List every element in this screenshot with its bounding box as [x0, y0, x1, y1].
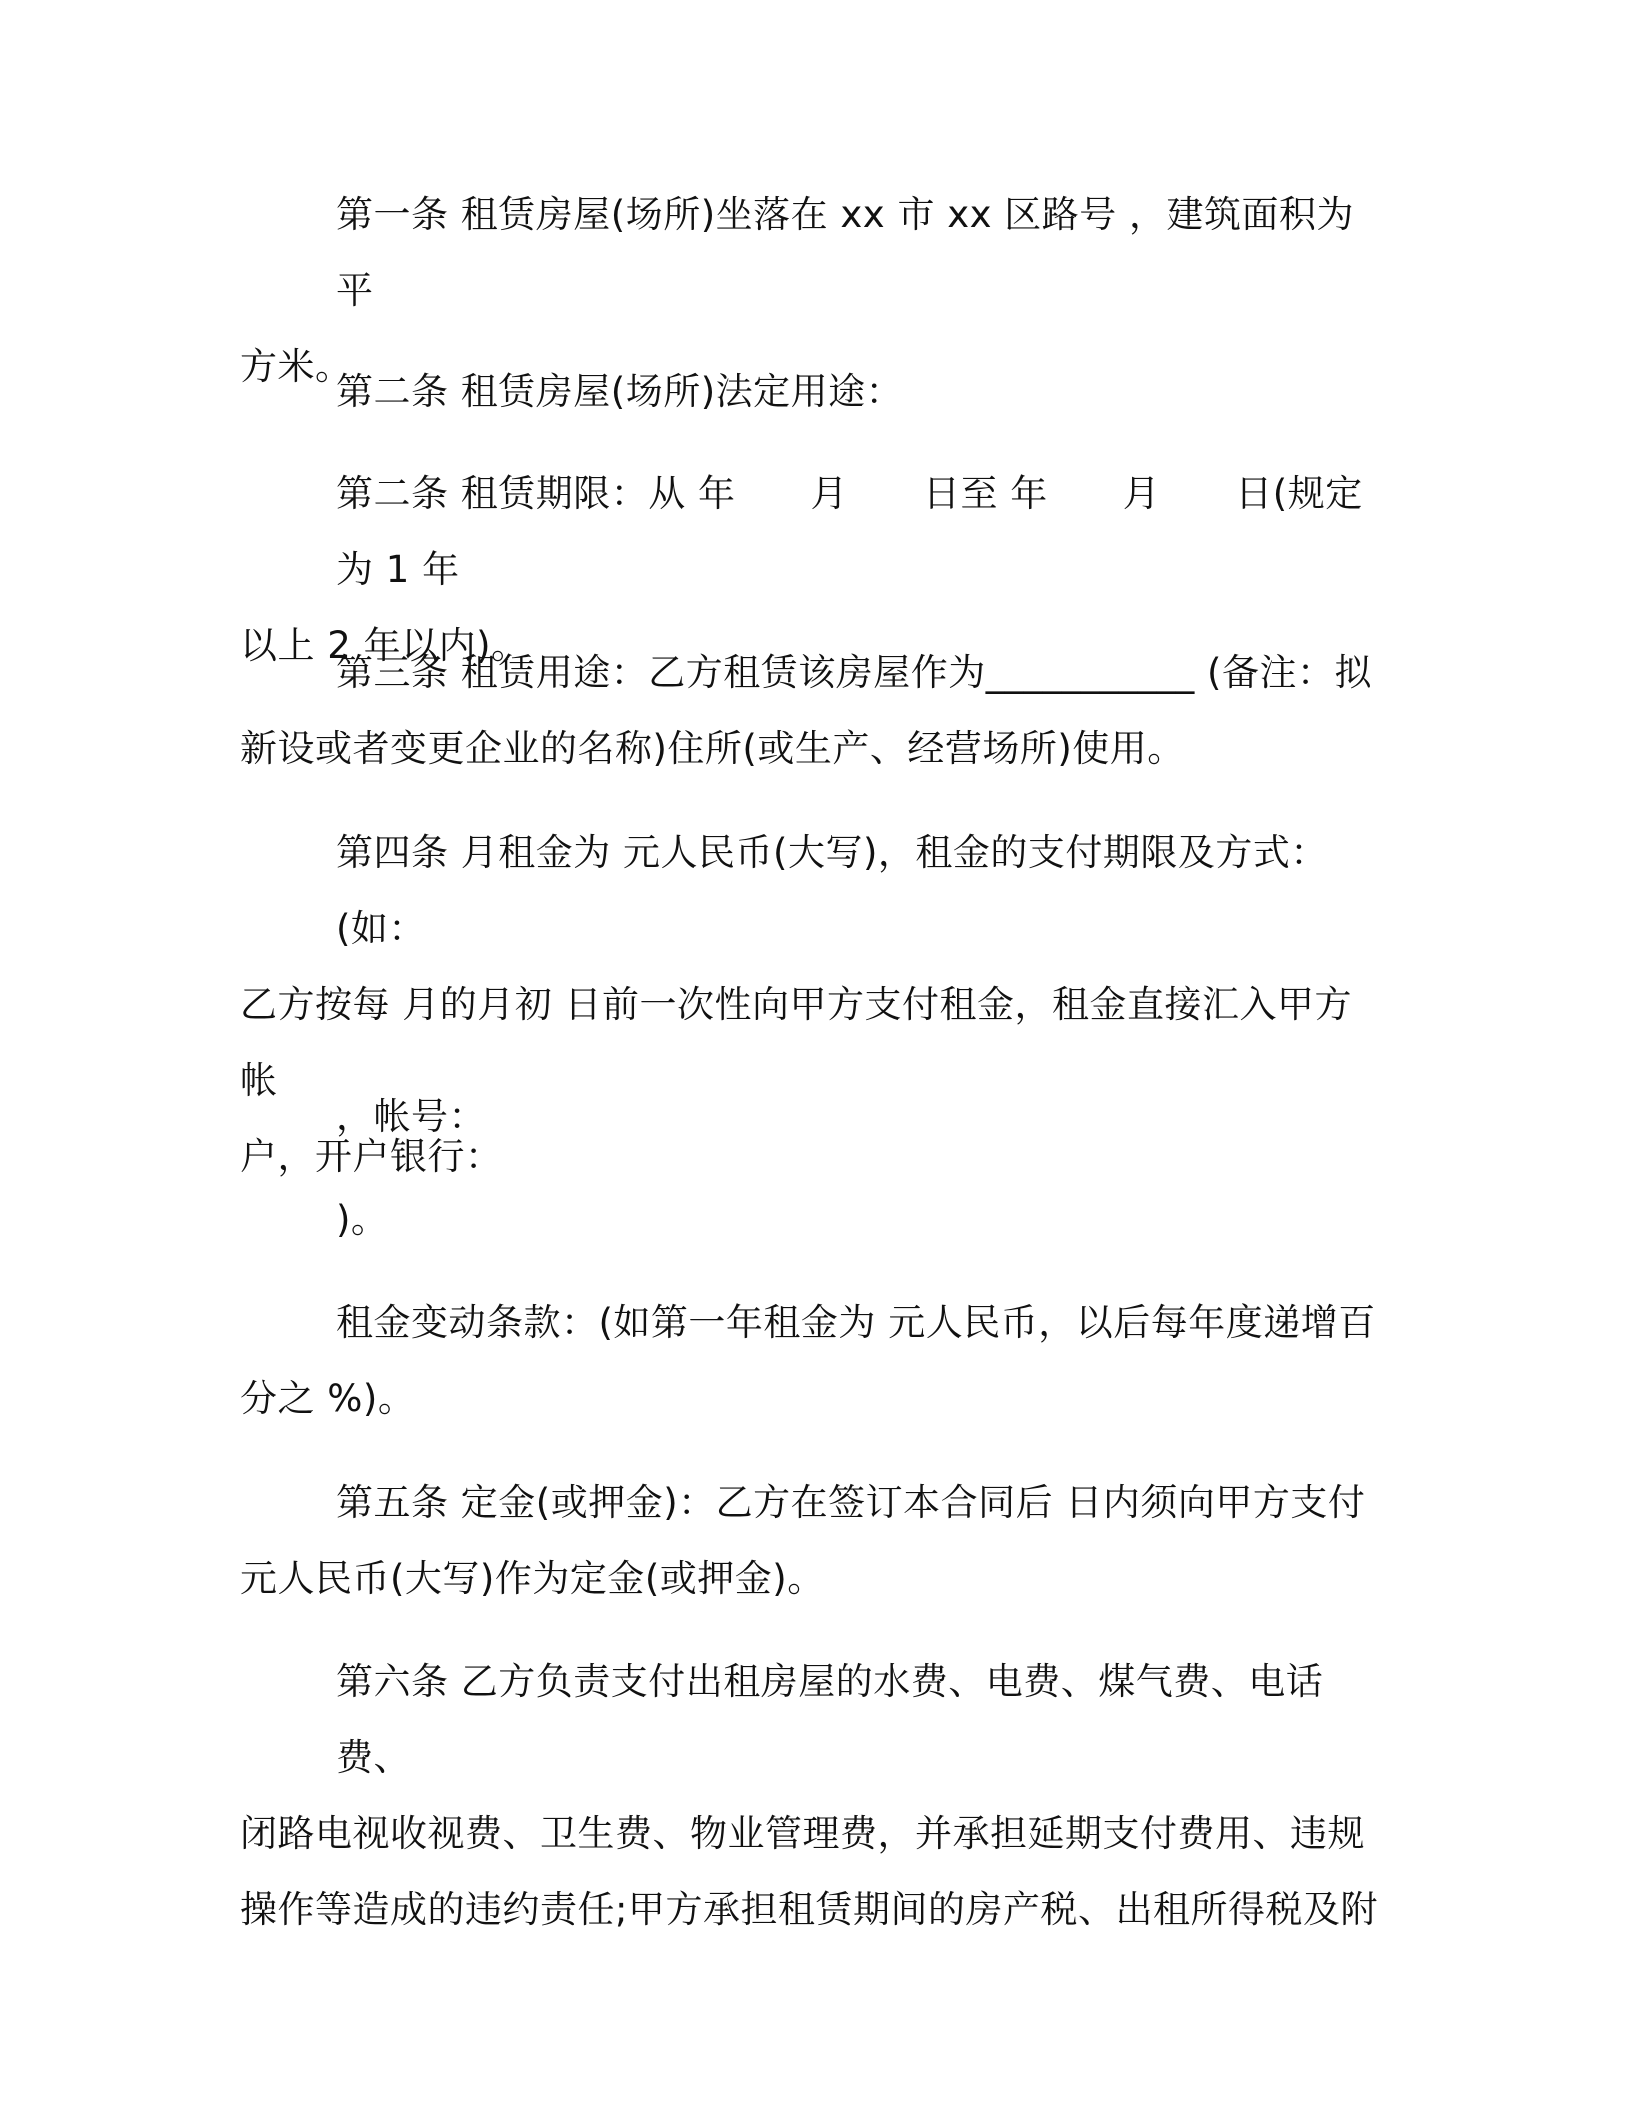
clause-4-line-1: 第四条 月租金为 元人民币(大写)，租金的支付期限及方式：(如： [336, 831, 1328, 950]
rent-adjustment-clause [240, 1285, 1385, 1437]
clause-3-purpose [240, 635, 1385, 787]
rent-adjustment-line-2: 分之 %)。 [240, 1377, 416, 1420]
closing-paren-line [240, 1182, 1385, 1258]
clause-5-deposit [240, 1465, 1385, 1617]
account-number-line [240, 1079, 1385, 1155]
clause-6-line-3: 操作等造成的违约责任;甲方承担租赁期间的房产税、出租所得税及附 [240, 1888, 1378, 1931]
clause-1-line-1: 第一条 租赁房屋(场所)坐落在 xx 市 xx 区路号 ，建筑面积为 平 [336, 193, 1355, 312]
closing-paren-text: )。 [336, 1198, 389, 1241]
clause-6-line-1: 第六条 乙方负责支付出租房屋的水费、电费、煤气费、电话费、 [336, 1660, 1324, 1779]
clause-5-line-2: 元人民币(大写)作为定金(或押金)。 [240, 1557, 825, 1600]
clause-2b-line-2: 以上 2 年以内)。 [240, 624, 529, 667]
clause-6-line-2: 闭路电视收视费、卫生费、物业管理费，并承担延期支付费用、违规 [240, 1812, 1365, 1855]
clause-1-line-2: 方米。 [240, 345, 353, 388]
clause-4-line-3: 户，开户银行： [240, 1135, 503, 1178]
rent-adjustment-line-1: 租金变动条款：(如第一年租金为 元人民币，以后每年度递增百 [336, 1301, 1376, 1344]
clause-6-fees [240, 1644, 1385, 1948]
clause-2-line-1: 第二条 租赁房屋(场所)法定用途： [336, 370, 904, 413]
clause-5-line-1: 第五条 定金(或押金)：乙方在签订本合同后 日内须向甲方支付 [336, 1481, 1366, 1524]
account-number-text: ，帐号： [336, 1095, 486, 1138]
clause-2-usage [240, 354, 1385, 430]
clause-4-line-2: 乙方按每 月的月初 日前一次性向甲方支付租金，租金直接汇入甲方帐 [240, 983, 1353, 1102]
clause-3-line-2: 新设或者变更企业的名称)住所(或生产、经营场所)使用。 [240, 727, 1185, 770]
clause-2b-line-1: 第二条 租赁期限：从 年 月 日至 年 月 日(规定为 1 年 [336, 472, 1363, 591]
clause-3-line-1: 第三条 租赁用途：乙方租赁该房屋作为___________ (备注：拟 [336, 651, 1372, 694]
